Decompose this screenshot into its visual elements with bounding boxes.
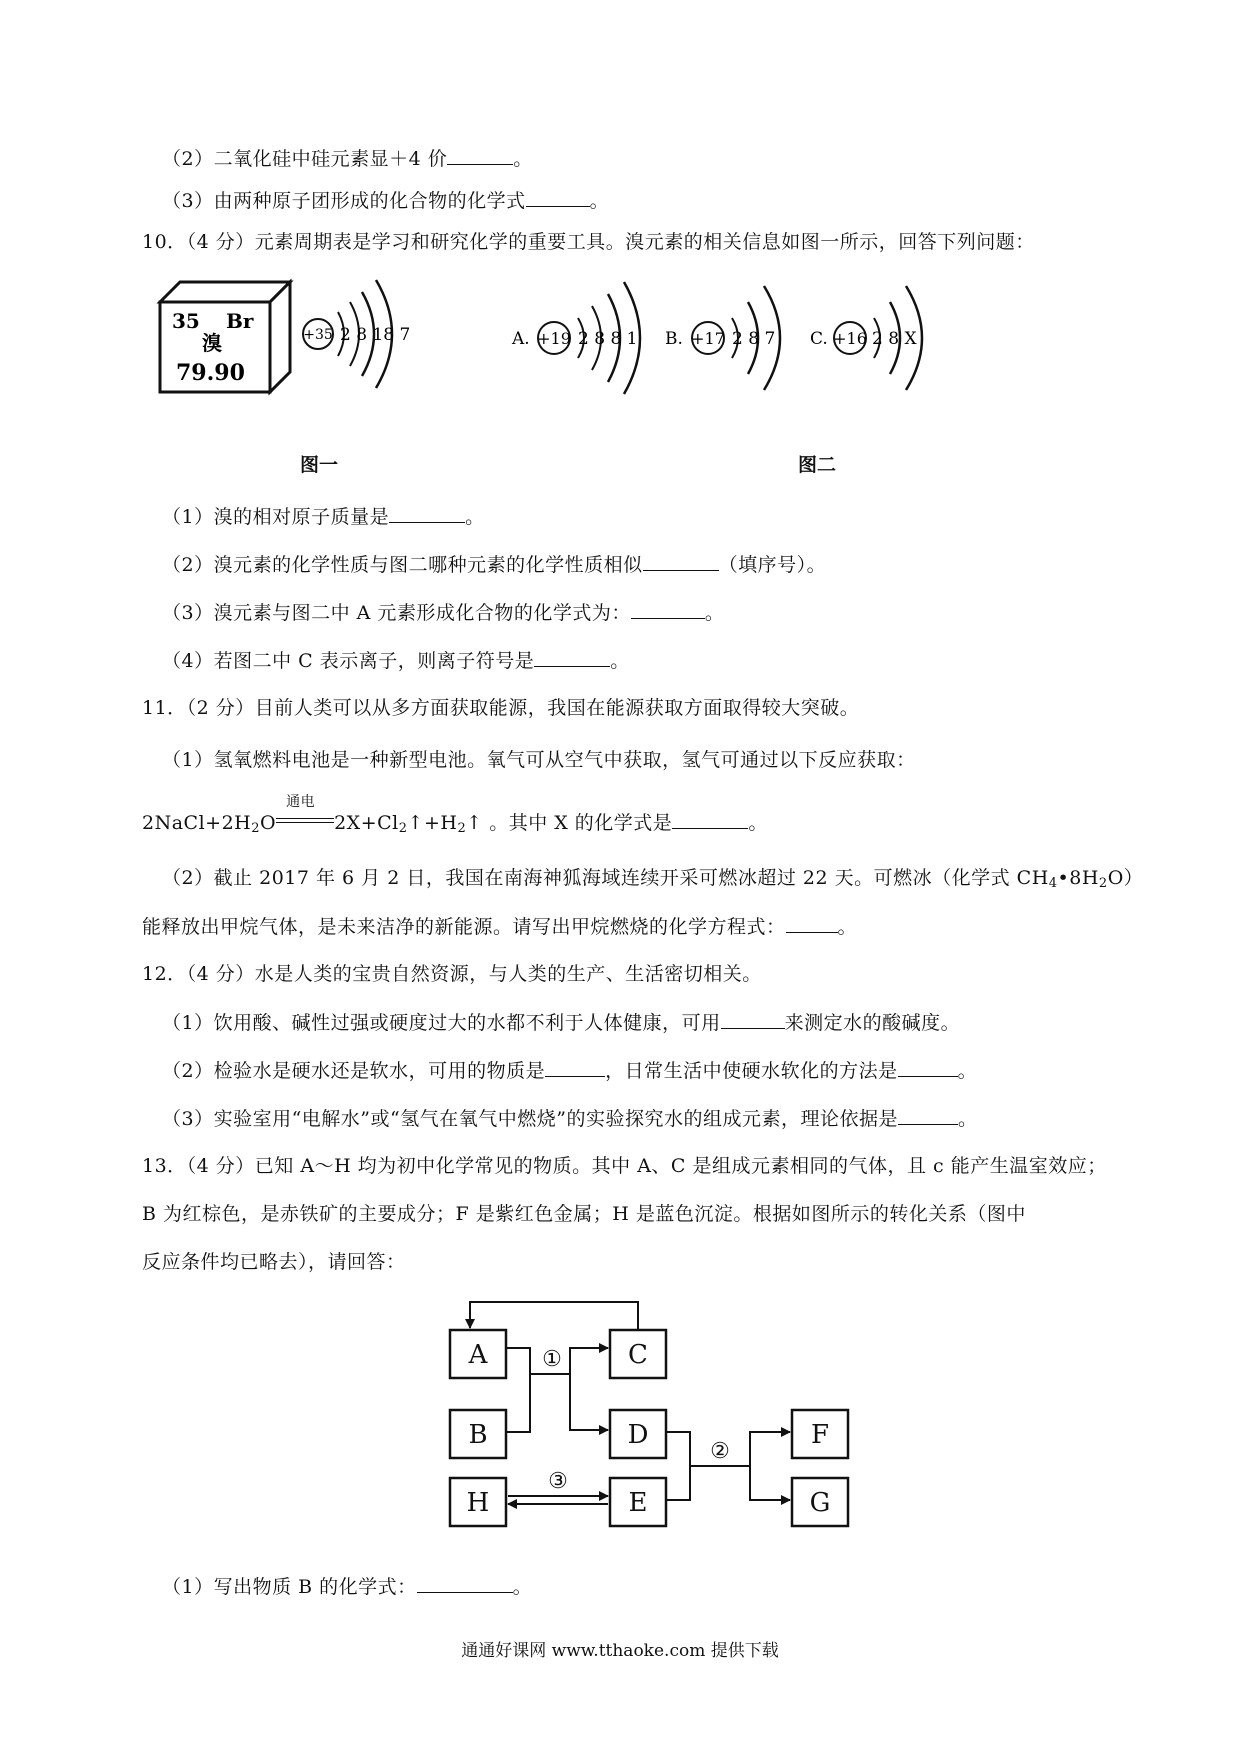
question-11-part-1: （1）氢氧燃料电池是一种新型电池。氧气可从空气中获取，氢气可通过以下反应获取： bbox=[162, 749, 916, 771]
question-11-part-2-cont: 能释放出甲烷气体，是未来洁净的新能源。请写出甲烷燃烧的化学方程式： 。 bbox=[142, 916, 858, 938]
label-a: A bbox=[468, 1340, 488, 1370]
answer-blank bbox=[417, 1574, 513, 1593]
atom-a-diagram bbox=[511, 282, 640, 394]
atom-c-diagram bbox=[810, 286, 922, 390]
question-13-stem-2: B 为红棕色，是赤铁矿的主要成分；F 是紫红色金属；H 是蓝色沉淀。根据如图所示的转化关系（图中 bbox=[142, 1203, 1026, 1225]
answer-blank bbox=[526, 188, 590, 207]
atomic-number: 35 bbox=[172, 309, 200, 333]
question-10-part-4: （4）若图二中 C 表示离子，则离子符号是 。 bbox=[162, 650, 630, 672]
reaction-3-marker: ③ bbox=[548, 1469, 568, 1494]
atom-c-label: C. bbox=[810, 329, 828, 349]
figure-2-caption: 图二 bbox=[798, 454, 837, 476]
question-9-part-3: （3）由两种原子团形成的化合物的化学式 。 bbox=[162, 190, 610, 212]
question-13-stem-1: 13．（4 分）已知 A～H 均为初中化学常见的物质。其中 A、C 是组成元素相同的气体，且 c 能产生温室效应； bbox=[142, 1155, 1107, 1177]
label-d: D bbox=[627, 1420, 649, 1450]
bromine-nucleus: +35 bbox=[303, 327, 333, 343]
answer-blank bbox=[672, 810, 748, 829]
conversion-flow-diagram bbox=[440, 1290, 860, 1530]
question-13-stem-3: 反应条件均已略去），请回答： bbox=[142, 1251, 406, 1273]
reaction-condition-arrow bbox=[276, 794, 334, 834]
label-e: E bbox=[628, 1488, 648, 1518]
element-figure bbox=[150, 272, 1030, 432]
question-12-part-3: （3）实验室用“电解水”或“氢气在氧气中燃烧”的实验探究水的组成元素，理论依据是 。 bbox=[162, 1108, 978, 1130]
atom-b-nucleus: +17 bbox=[691, 329, 725, 348]
bromine-shells: 2 8 18 7 bbox=[340, 325, 411, 345]
atomic-mass: 79.90 bbox=[176, 360, 245, 386]
element-name: 溴 bbox=[202, 331, 222, 355]
page-footer: 通通好课网 www.tthaoke.com 提供下载 bbox=[461, 1641, 779, 1661]
atom-a-nucleus: +19 bbox=[537, 329, 571, 348]
atom-b-label: B. bbox=[665, 329, 683, 349]
atom-c-nucleus: +16 bbox=[833, 329, 867, 348]
atom-a-label: A. bbox=[512, 329, 530, 349]
label-h: H bbox=[466, 1488, 490, 1518]
question-11-stem: 11．（2 分）目前人类可以从多方面获取能源，我国在能源获取方面取得较大突破。 bbox=[142, 697, 860, 719]
question-11-part-2: （2）截止 2017 年 6 月 2 日，我国在南海神狐海域连续开采可燃冰超过 22 天。可燃冰（化学式 $CH_4•8H_2O$） bbox=[162, 867, 1144, 891]
reaction-1-marker: ① bbox=[542, 1347, 562, 1372]
reaction-2-marker: ② bbox=[710, 1439, 730, 1464]
answer-blank bbox=[786, 914, 838, 933]
question-10-part-2: （2）溴元素的化学性质与图二哪种元素的化学性质相似 （填序号）。 bbox=[162, 554, 827, 576]
answer-blank bbox=[721, 1010, 785, 1029]
periodic-table-cube bbox=[160, 282, 290, 392]
answer-blank bbox=[389, 504, 465, 523]
label-c: C bbox=[628, 1340, 648, 1370]
label-f: F bbox=[810, 1420, 830, 1450]
question-12-stem: 12．（4 分）水是人类的宝贵自然资源，与人类的生产、生活密切相关。 bbox=[142, 963, 762, 985]
answer-blank bbox=[631, 600, 705, 619]
answer-blank bbox=[545, 1058, 605, 1077]
atom-c-shells: 2 8 X bbox=[872, 329, 917, 349]
question-13-part-1: （1）写出物质 B 的化学式： 。 bbox=[162, 1576, 533, 1598]
bromine-atom-diagram bbox=[303, 280, 410, 388]
atom-b-diagram bbox=[665, 286, 780, 390]
answer-blank bbox=[534, 648, 610, 667]
electrolysis-equation: $2NaCl+2H_2O$ 通电 $2X+Cl_2↑+H_2↑$ 。其中 X 的化学式是 。 bbox=[142, 810, 768, 841]
label-b: B bbox=[468, 1420, 488, 1450]
question-10-part-3: （3）溴元素与图二中 A 元素形成化合物的化学式为： 。 bbox=[162, 602, 725, 624]
question-12-part-2: （2）检验水是硬水还是软水，可用的物质是 ，日常生活中使硬水软化的方法是 。 bbox=[162, 1060, 978, 1082]
question-9-part-2: （2）二氧化硅中硅元素显＋4 价 。 bbox=[162, 148, 533, 170]
reaction-condition-text: 通电 bbox=[286, 794, 316, 810]
answer-blank bbox=[643, 552, 719, 571]
question-10-part-1: （1）溴的相对原子质量是 。 bbox=[162, 506, 485, 528]
answer-blank bbox=[898, 1106, 958, 1125]
atom-a-shells: 2 8 8 1 bbox=[578, 329, 638, 349]
question-10-stem: 10．（4 分）元素周期表是学习和研究化学的重要工具。溴元素的相关信息如图一所示，回答下列问题： bbox=[142, 231, 1035, 253]
atom-b-shells: 2 8 7 bbox=[732, 329, 776, 349]
label-g: G bbox=[809, 1488, 831, 1518]
answer-blank bbox=[447, 146, 513, 165]
answer-blank bbox=[898, 1058, 958, 1077]
element-symbol: Br bbox=[226, 309, 254, 333]
figure-1-caption: 图一 bbox=[300, 454, 339, 476]
question-12-part-1: （1）饮用酸、碱性过强或硬度过大的水都不利于人体健康，可用 来测定水的酸碱度。 bbox=[162, 1012, 961, 1034]
